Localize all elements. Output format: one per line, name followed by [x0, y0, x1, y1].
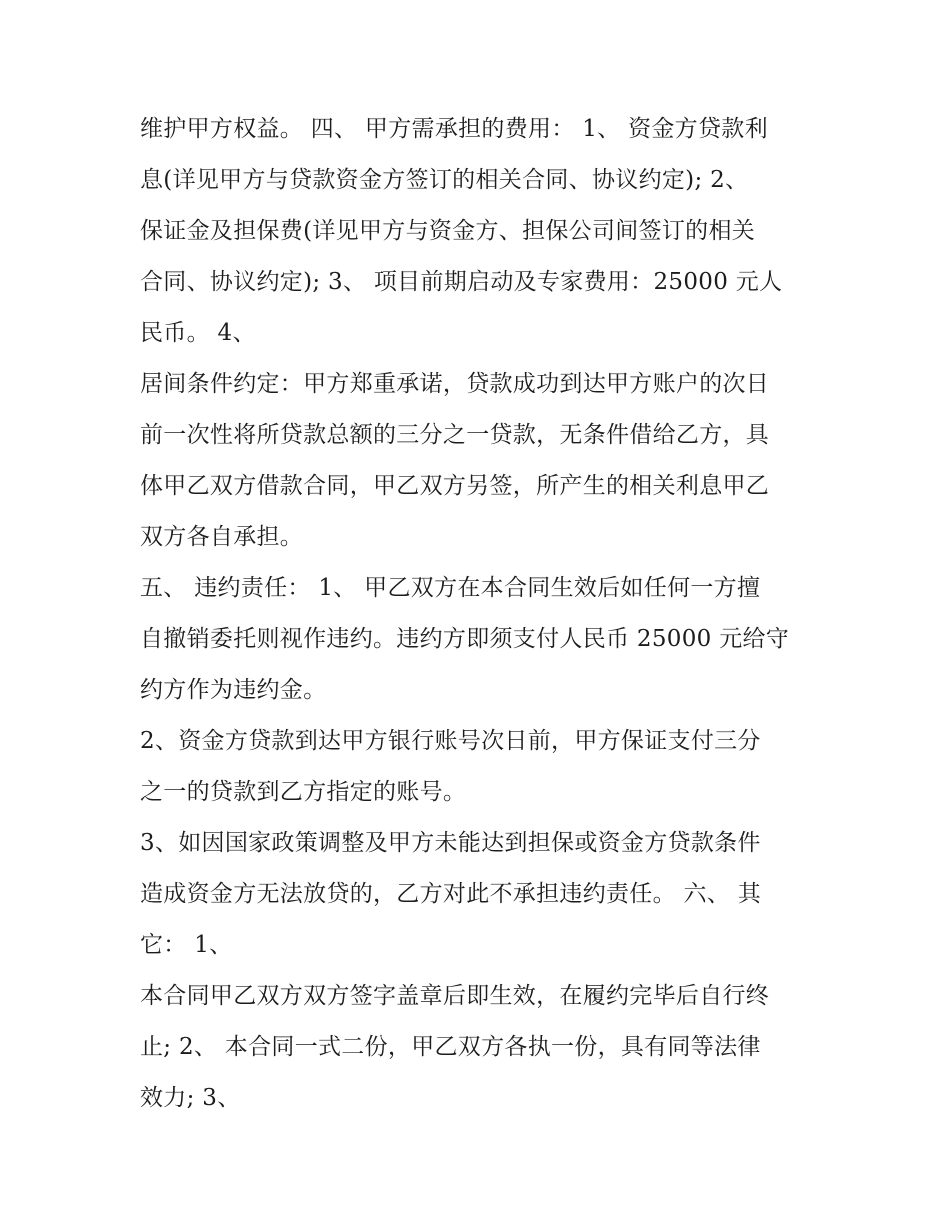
text-line: 前一次性将所贷款总额的三分之一贷款，无条件借给乙方，具 — [140, 422, 770, 448]
text-line: 体甲乙双方借款合同，甲乙双方另签，所产生的相关利息甲乙 — [140, 473, 770, 499]
text-line: 息(详见甲方与贷款资金方签订的相关合同、协议约定); 2、 — [140, 167, 749, 193]
text-line: 止; 2、 本合同一式二份，甲乙双方各执一份，具有同等法律 — [140, 1034, 761, 1060]
text-line: 效力; 3、 — [140, 1085, 241, 1111]
text-line: 造成资金方无法放贷的，乙方对此不承担违约责任。 六、 其 — [140, 881, 762, 907]
text-line: 它： 1、 — [140, 932, 233, 958]
text-line: 3、如因国家政策调整及甲方未能达到担保或资金方贷款条件 — [140, 830, 761, 856]
text-line: 民币。 4、 — [140, 320, 256, 346]
text-line: 居间条件约定：甲方郑重承诺，贷款成功到达甲方账户的次日 — [140, 371, 770, 397]
text-line: 五、 违约责任： 1、 甲乙双方在本合同生效后如任何一方擅 — [140, 575, 761, 601]
text-line: 之一的贷款到乙方指定的账号。 — [140, 779, 467, 805]
text-line: 双方各自承担。 — [140, 524, 304, 550]
text-line: 维护甲方权益。 四、 甲方需承担的费用： 1、 资金方贷款利 — [140, 116, 768, 142]
text-line: 2、资金方贷款到达甲方银行账号次日前，甲方保证支付三分 — [140, 728, 761, 754]
text-line: 自撤销委托则视作违约。违约方即须支付人民币 25000 元给守 — [140, 626, 790, 652]
text-line: 本合同甲乙双方双方签字盖章后即生效，在履约完毕后自行终 — [140, 983, 770, 1009]
text-line: 约方作为违约金。 — [140, 677, 327, 703]
text-line: 合同、协议约定); 3、 项目前期启动及专家费用：25000 元人 — [140, 269, 783, 295]
text-line: 保证金及担保费(详见甲方与资金方、担保公司间签订的相关 — [140, 218, 756, 244]
